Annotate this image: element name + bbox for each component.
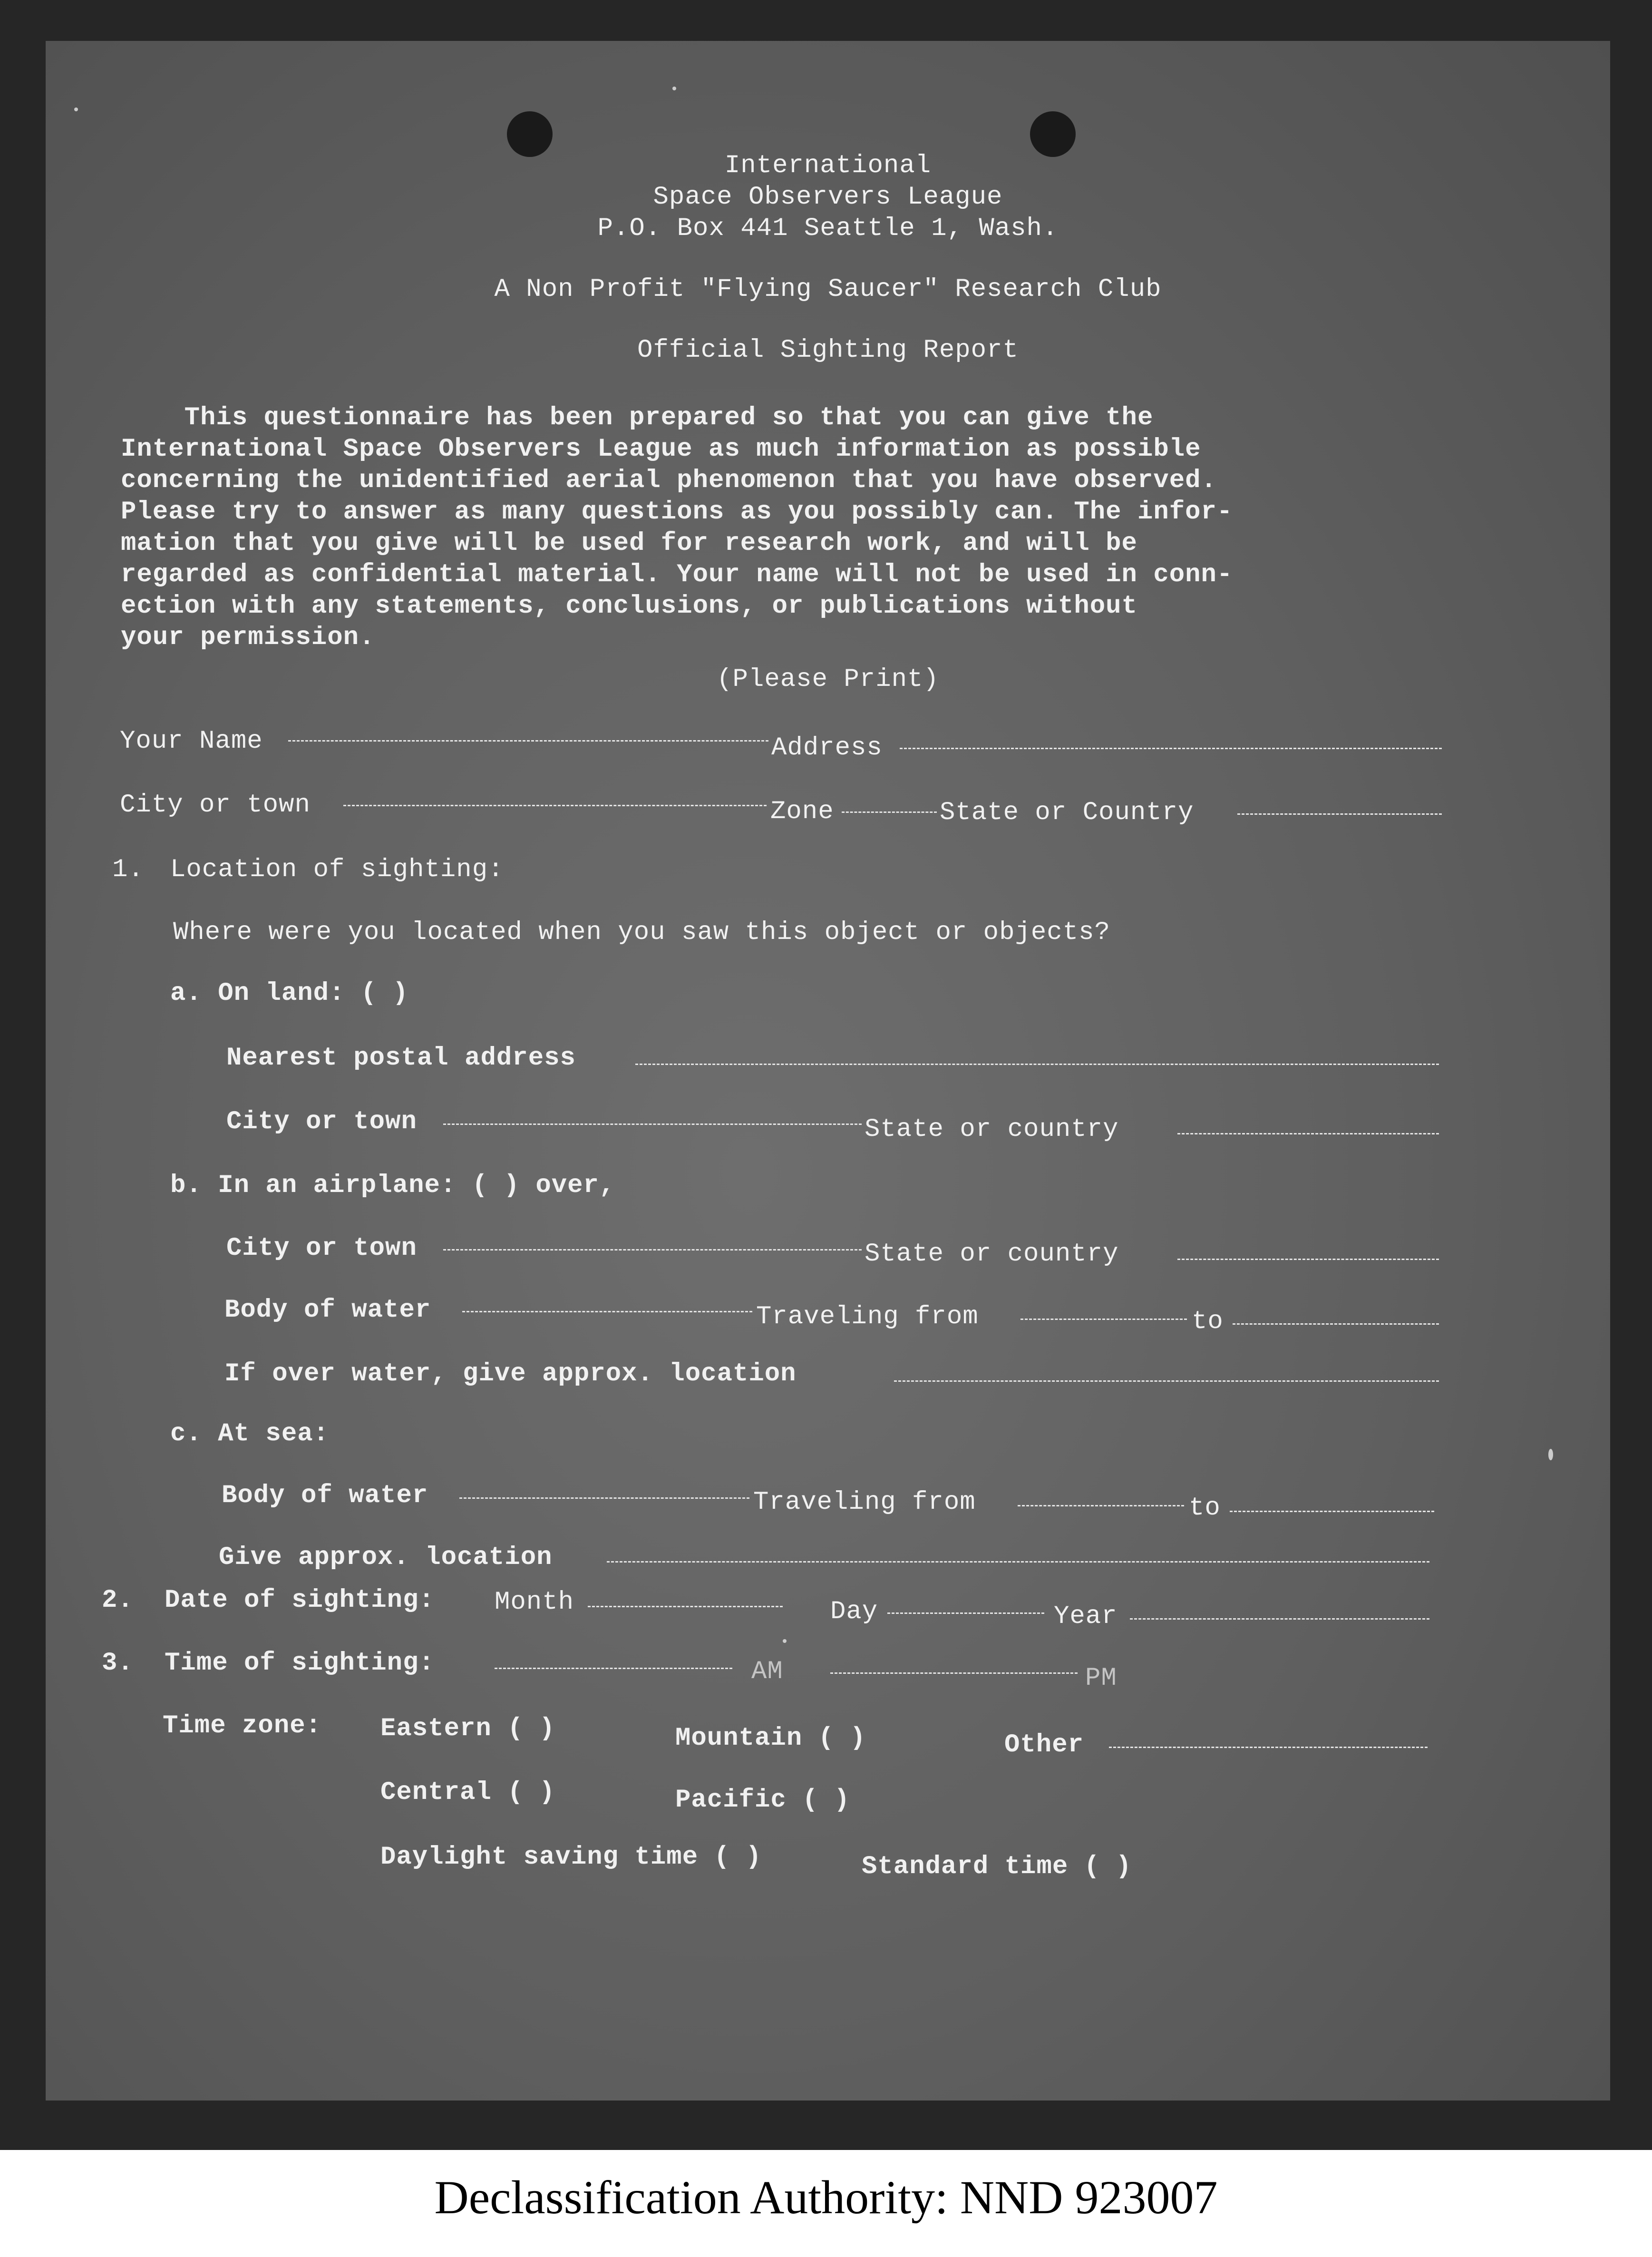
q1b-state-label: State or country — [865, 1240, 1119, 1269]
org-league: Space Observers League — [653, 183, 1003, 212]
please-print: (Please Print) — [717, 665, 939, 694]
q3-am-field[interactable] — [495, 1668, 732, 1669]
your-name-field[interactable] — [288, 740, 768, 742]
q3-number: 3. — [102, 1649, 134, 1678]
intro-line: Please try to answer as many questions as you possibly can. The infor- — [121, 498, 1233, 527]
org-address: P.O. Box 441 Seattle 1, Wash. — [597, 214, 1059, 243]
q1a-postal-field[interactable] — [635, 1064, 1439, 1065]
dust-speck — [1548, 1449, 1553, 1460]
tz-other-label: Other — [1004, 1730, 1084, 1759]
tz-central[interactable]: Central ( ) — [380, 1778, 555, 1807]
q1a-city-field[interactable] — [443, 1124, 862, 1125]
q1b-from-field[interactable] — [1020, 1319, 1187, 1320]
q1b-label: b. In an airplane: ( ) over, — [170, 1171, 615, 1200]
subtitle: A Non Profit "Flying Saucer" Research Club — [494, 275, 1162, 304]
tz-mountain[interactable]: Mountain ( ) — [675, 1724, 866, 1753]
q1c-body-label: Body of water — [222, 1481, 428, 1510]
daylight-saving[interactable]: Daylight saving time ( ) — [380, 1843, 762, 1872]
tz-pacific[interactable]: Pacific ( ) — [675, 1786, 850, 1815]
city-label: City or town — [120, 791, 311, 820]
your-name-label: Your Name — [120, 727, 263, 756]
intro-line: concerning the unidentified aerial phenomenon that you have observed. — [121, 466, 1217, 495]
q3-am-label: AM — [751, 1657, 783, 1686]
q1c-body-field[interactable] — [459, 1497, 749, 1499]
document-sheet — [46, 41, 1610, 2101]
q1c-location-field[interactable] — [607, 1561, 1429, 1563]
q2-month-label: Month — [495, 1588, 574, 1617]
intro-line: your permission. — [121, 623, 375, 652]
form-title: Official Sighting Report — [637, 336, 1019, 365]
tz-other-field[interactable] — [1109, 1747, 1428, 1748]
standard-time[interactable]: Standard time ( ) — [862, 1852, 1132, 1881]
q3-timezone-label: Time zone: — [163, 1711, 322, 1740]
intro-line: International Space Observers League as much information as possible — [121, 435, 1201, 464]
q1b-state-field[interactable] — [1177, 1259, 1439, 1260]
q1-number: 1. — [112, 855, 144, 884]
q1a-city-label: City or town — [226, 1107, 417, 1136]
address-field[interactable] — [900, 748, 1442, 749]
intro-line: This questionnaire has been prepared so that you can give the — [121, 403, 1154, 432]
q2-label: Date of sighting: — [165, 1586, 435, 1615]
q1c-to-field[interactable] — [1230, 1511, 1434, 1512]
q2-number: 2. — [102, 1586, 134, 1615]
city-field[interactable] — [343, 805, 767, 806]
q2-day-field[interactable] — [887, 1612, 1044, 1614]
state-country-label: State or Country — [940, 798, 1194, 827]
q3-label: Time of sighting: — [165, 1649, 435, 1678]
q1b-city-field[interactable] — [443, 1249, 862, 1251]
q1c-to-label: to — [1189, 1494, 1221, 1523]
tz-eastern[interactable]: Eastern ( ) — [380, 1714, 555, 1743]
org-name: International — [724, 151, 932, 180]
intro-line: ection with any statements, conclusions, or publications without — [121, 592, 1137, 621]
q1-prompt: Where were you located when you saw this object or objects? — [173, 918, 1110, 947]
q1b-body-field[interactable] — [462, 1311, 752, 1312]
q1b-overwater-label: If over water, give approx. location — [224, 1359, 797, 1388]
q1c-from-field[interactable] — [1018, 1505, 1184, 1506]
dust-speck — [672, 87, 676, 90]
zone-label: Zone — [770, 797, 834, 826]
q1b-overwater-field[interactable] — [894, 1380, 1439, 1382]
q2-year-label: Year — [1054, 1602, 1118, 1631]
q1b-to-label: to — [1192, 1307, 1224, 1336]
q3-pm-label: PM — [1085, 1664, 1117, 1693]
q1-title: Location of sighting: — [170, 855, 504, 884]
q1a-state-label: State or country — [865, 1115, 1119, 1144]
q1a-state-field[interactable] — [1177, 1133, 1439, 1134]
intro-line: regarded as confidential material. Your name will not be used in conn- — [121, 560, 1233, 589]
q1b-to-field[interactable] — [1233, 1323, 1439, 1325]
declassification-authority: Declassification Authority: NND 923007 — [434, 2171, 1218, 2224]
zone-field[interactable] — [842, 811, 937, 813]
address-label: Address — [771, 733, 883, 762]
q1c-traveling-label: Traveling from — [753, 1488, 976, 1517]
q2-month-field[interactable] — [588, 1606, 783, 1607]
state-country-field[interactable] — [1237, 813, 1442, 815]
q1a-label: a. On land: ( ) — [170, 979, 409, 1008]
q3-pm-field[interactable] — [830, 1672, 1078, 1674]
q2-day-label: Day — [830, 1597, 878, 1626]
q1c-label: c. At sea: — [170, 1419, 330, 1448]
intro-line: mation that you give will be used for research work, and will be — [121, 529, 1137, 558]
q1a-postal-label: Nearest postal address — [226, 1044, 576, 1073]
q1b-city-label: City or town — [226, 1234, 417, 1263]
dust-speck — [74, 107, 78, 111]
q1c-location-label: Give approx. location — [219, 1543, 553, 1572]
q1b-body-label: Body of water — [224, 1296, 431, 1325]
q2-year-field[interactable] — [1130, 1618, 1429, 1620]
dust-speck — [783, 1639, 787, 1643]
q1b-traveling-label: Traveling from — [756, 1302, 979, 1331]
